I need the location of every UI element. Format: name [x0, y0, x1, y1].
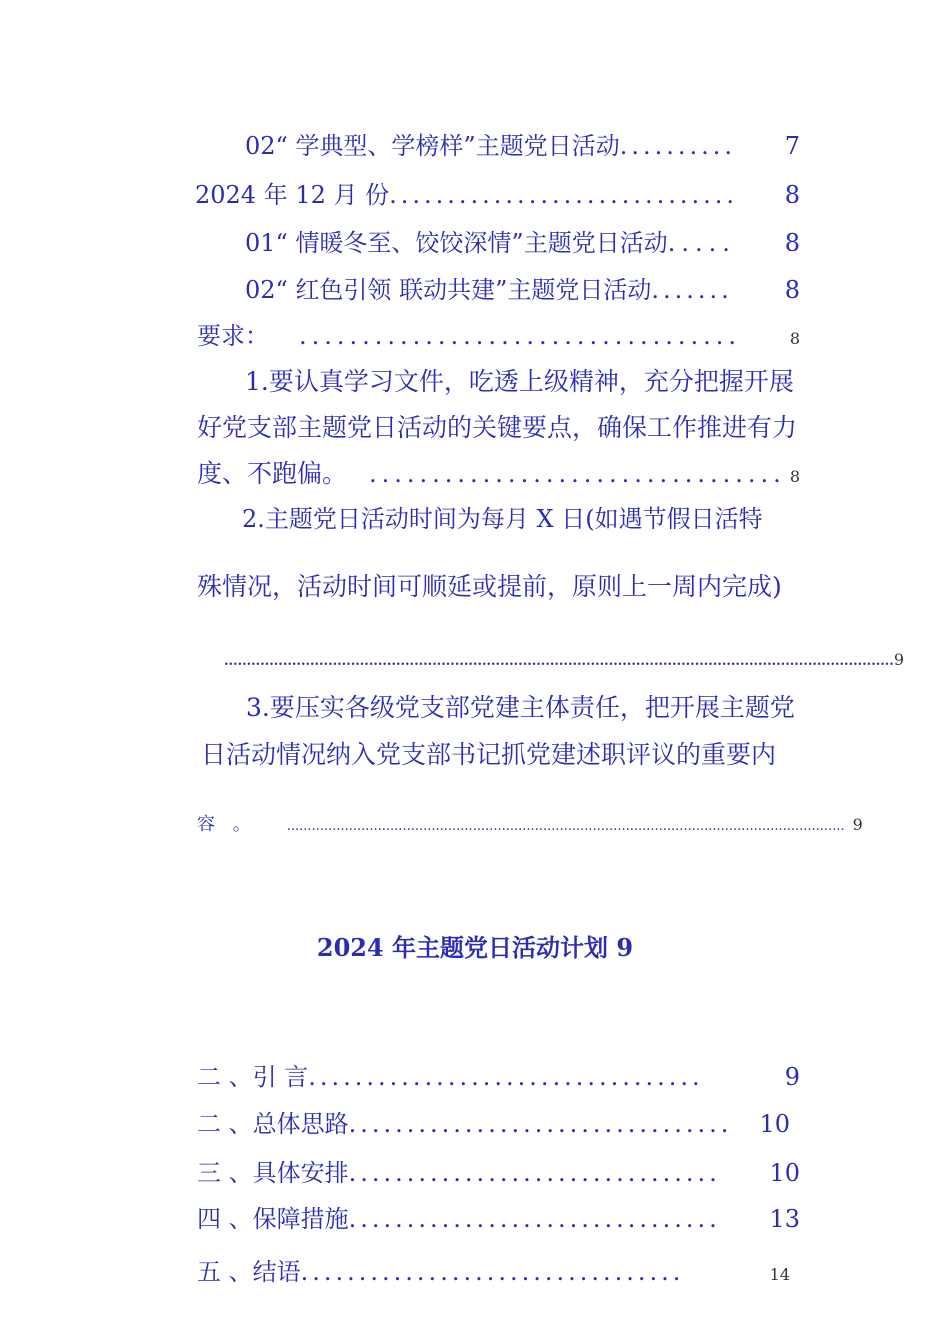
toc-leader-dots: ................................. — [369, 460, 786, 488]
toc-entry[interactable] — [197, 1057, 800, 1092]
requirement-item-2-line1: 2.主题党日活动时间为每月 X 日(如遇节假日活特 — [242, 505, 763, 533]
toc-page-number: 8 — [789, 467, 800, 486]
toc-page-number: 14 — [769, 1265, 790, 1284]
toc-entry[interactable] — [197, 1153, 800, 1188]
toc-page-number: 13 — [769, 1205, 800, 1233]
toc-entry-title: 2024 年 12 月 份 — [195, 181, 390, 209]
toc-entry[interactable] — [197, 1252, 790, 1287]
toc-entry[interactable] — [197, 1199, 800, 1234]
toc-leader-dots: ....................................................................................................................................... — [286, 819, 845, 834]
toc-leader-dots: .................................. — [308, 1063, 704, 1091]
toc-entry[interactable] — [245, 126, 800, 161]
toc-entry-title: 二 、引 言 — [197, 1063, 309, 1091]
toc-page-number: 10 — [769, 1159, 800, 1187]
toc-leader-dots: ................................ — [348, 1205, 721, 1233]
toc-page-number: 9 — [784, 1063, 800, 1091]
toc-entry-title: 五 、结语 — [197, 1258, 301, 1286]
requirement-item-1-line2: 好党支部主题党日活动的关键要点，确保工作推进有力 — [197, 413, 798, 442]
plan-title: 2024 年主题党日活动计划 9 — [316, 933, 634, 962]
toc-leader-dots: ....... — [651, 276, 733, 304]
toc-leader-dots: ................................. — [348, 1110, 733, 1138]
requirement-item-1-end[interactable] — [197, 454, 800, 490]
requirement-item-1-line3: 度、不跑偏。 — [197, 459, 348, 488]
requirement-item-2-end[interactable] — [224, 650, 905, 669]
requirement-item-3-end[interactable] — [197, 810, 863, 836]
requirements-heading[interactable] — [197, 316, 800, 351]
toc-entry[interactable] — [245, 223, 800, 258]
toc-leader-dots: ..... — [667, 229, 736, 257]
toc-page-number: 9 — [852, 815, 863, 834]
toc-leader-dots: ................................. — [300, 1258, 685, 1286]
requirement-item-3-line2: 日活动情况纳入党支部书记抓党建述职评议的重要内 — [201, 740, 777, 769]
toc-leader-dots: .............................. — [389, 181, 739, 209]
toc-entry[interactable] — [197, 1104, 790, 1139]
toc-page-number: 8 — [784, 181, 800, 209]
toc-page-number: 10 — [759, 1110, 790, 1138]
toc-entry[interactable] — [245, 270, 800, 305]
toc-entry-title: 二 、总体思路 — [197, 1110, 349, 1138]
toc-leader-dots: ................................... — [299, 322, 742, 350]
toc-entry[interactable] — [195, 175, 800, 210]
toc-entry-title: 三 、具体安排 — [197, 1159, 349, 1187]
toc-leader-dots: .......... — [619, 132, 737, 160]
toc-entry-title: 01“ 情暖冬至、饺饺深情”主题党日活动 — [245, 229, 668, 257]
toc-page-number: 8 — [789, 329, 800, 348]
toc-page-number: 8 — [784, 276, 800, 304]
toc-page-number: 7 — [784, 132, 800, 160]
requirements-label: 要求： — [197, 322, 269, 350]
toc-leader-dots: .................................................................................................................................................... — [224, 654, 894, 669]
requirement-item-1-line1: 1.要认真学习文件，吃透上级精神，充分把握开展 — [245, 367, 794, 396]
toc-entry-title: 02“ 学典型、学榜样”主题党日活动 — [245, 132, 620, 160]
toc-entry-title: 四 、保障措施 — [197, 1205, 349, 1233]
toc-entry-title: 02“ 红色引领 联动共建”主题党日活动 — [245, 276, 652, 304]
toc-leader-dots: ................................ — [348, 1159, 721, 1187]
requirement-item-2-line2: 殊情况，活动时间可顺延或提前，原则上一周内完成) — [197, 572, 782, 601]
requirement-item-3-line1: 3.要压实各级党支部党建主体责任，把开展主题党 — [246, 693, 795, 722]
toc-page-number: 8 — [784, 229, 800, 257]
toc-page-number: 9 — [893, 650, 905, 669]
requirement-item-3-line3: 容 。 — [197, 814, 257, 835]
